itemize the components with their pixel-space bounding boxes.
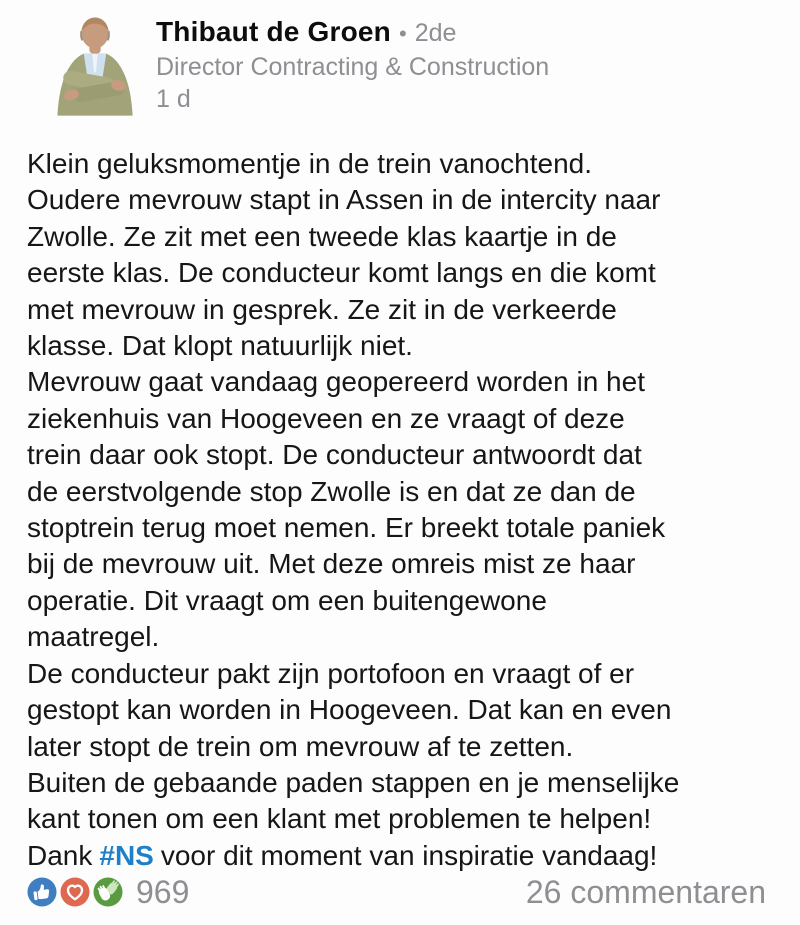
love-heart-icon [60,877,90,907]
reactions-summary[interactable] [27,874,189,911]
connection-separator-dot: • [398,21,407,46]
avatar[interactable] [48,10,142,116]
post-social-counts [0,868,800,916]
like-thumb-icon [27,877,57,907]
author-name[interactable]: Thibaut de Groen [156,16,391,47]
post-text-line: trein daar ook stopt. De conducteur antwoordt dat [27,439,642,471]
post-text-suffix: voor dit moment van inspiratie vandaag! [160,839,658,871]
comments-count[interactable]: 26 commentaren [525,873,766,910]
post-text-line: later stopt de trein om mevrouw af te zetten. [27,730,574,762]
post-text-line: maatregel. [27,621,160,653]
post-body [0,146,800,874]
post-text-line: gestopt kan worden in Hoogeveen. Dat kan en even [27,694,672,726]
post-text-line: Mevrouw gaat vandaag geopereerd worden in het [27,366,645,398]
post-text-line: ziekenhuis van Hoogeveen en ze vraagt of deze [27,402,625,434]
post-header-text [156,10,549,114]
post-text-line: operatie. Dit vraagt om een buitengewone [27,584,547,616]
connection-degree: 2de [414,19,457,47]
post-text-prefix: Dank [27,839,93,871]
reaction-count[interactable]: 969 [136,873,190,910]
celebrate-hands-icon [93,877,123,907]
post-text-line: eerste klas. De conducteur komt langs en die komt [27,257,656,289]
post-text-line: Zwolle. Ze zit met een tweede klas kaartje in de [27,220,617,252]
post-text-line: stoptrein terug moet nemen. Er breekt totale paniek [27,512,666,544]
hashtag-ns-link[interactable]: #NS [99,839,154,871]
post-text-line: Buiten de gebaande paden stappen en je menselijke [27,766,680,798]
post-text-line: klasse. Dat klopt natuurlijk niet. [27,330,413,362]
post-header [0,0,800,122]
post-text-line: de eerstvolgende stop Zwolle is en dat ze dan de [27,475,636,507]
author-name-row [156,16,549,48]
post-text-line: Klein geluksmomentje in de trein vanochtend. [27,148,593,179]
avatar-person-illustration [48,10,142,116]
post-text-line: met mevrouw in gesprek. Ze zit in de verkeerde [27,293,617,325]
author-headline: Director Contracting & Construction [156,53,550,81]
post-age: 1 d [156,85,191,113]
post-text-line: De conducteur pakt zijn portofoon en vraagt of er [27,657,635,689]
post-text-line: Oudere mevrouw stapt in Assen in de intercity naar [27,184,661,216]
post-text-line: kant tonen om een klant met problemen te helpen! [27,803,652,835]
post-text-line: bij de mevrouw uit. Met deze omreis mist ze haar [27,548,636,580]
